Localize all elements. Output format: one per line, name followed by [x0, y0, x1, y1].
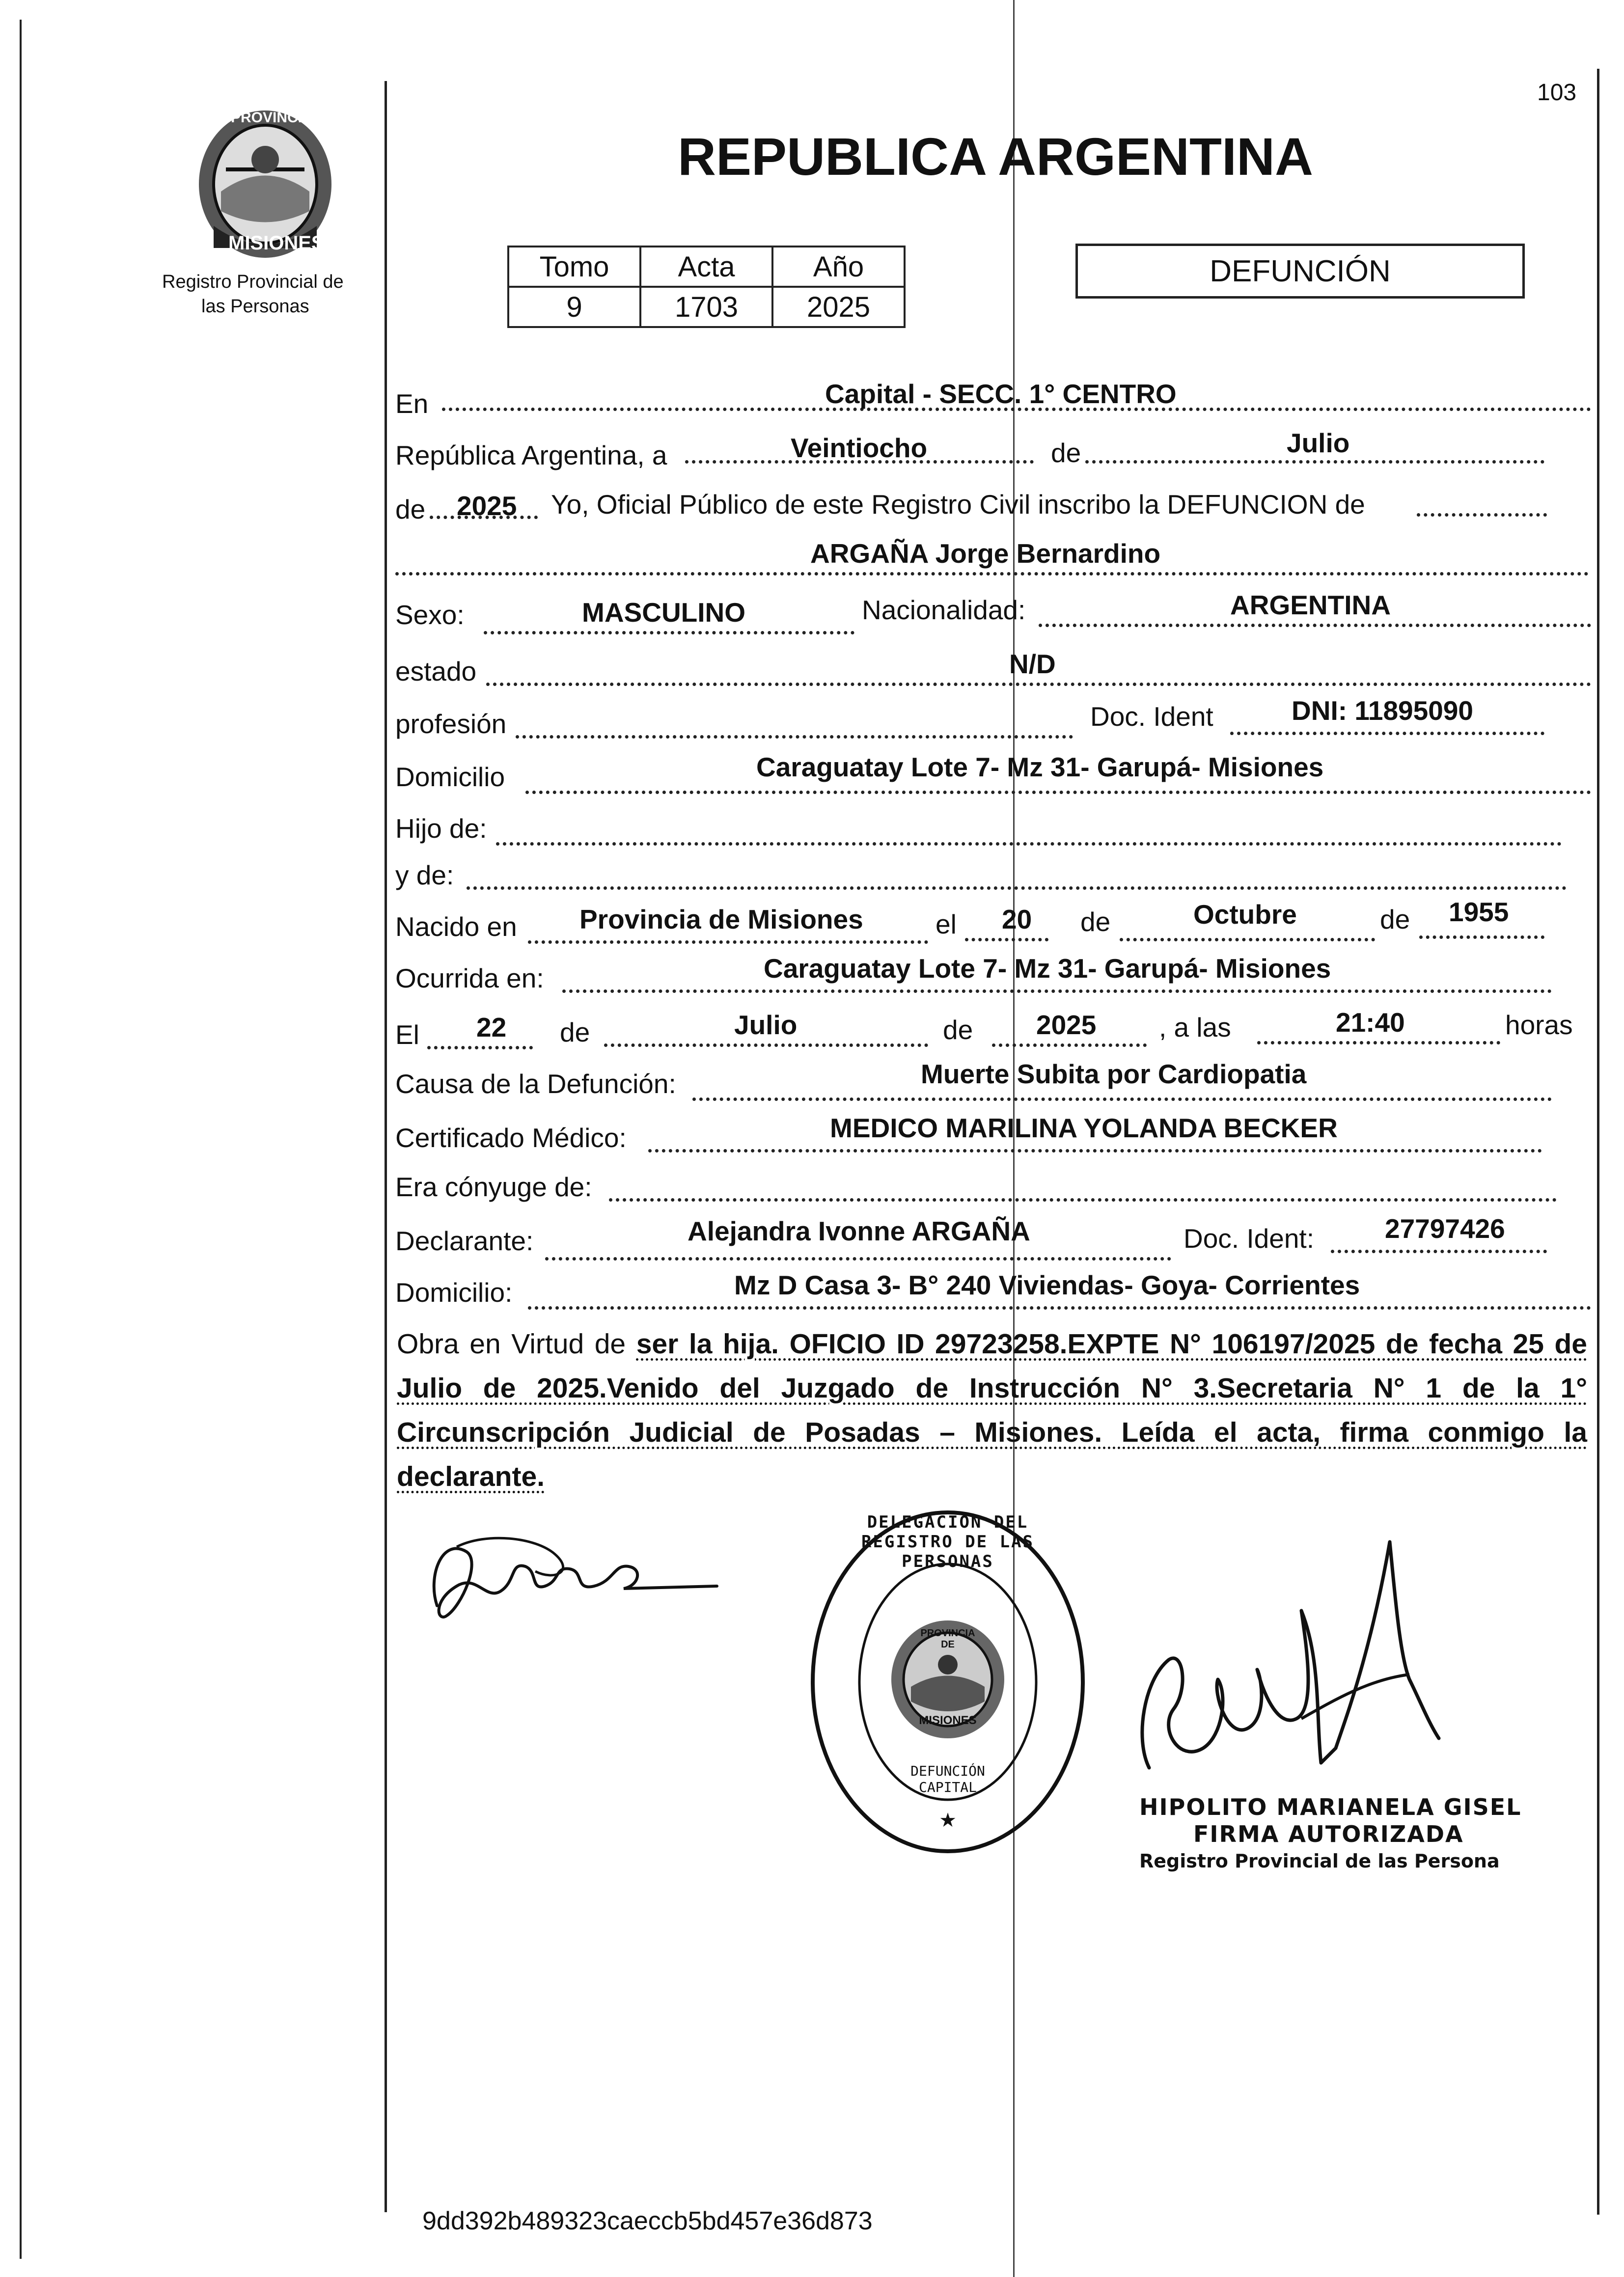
declarante-domicilio-label: Domicilio:	[395, 1277, 513, 1308]
month-line	[1085, 460, 1544, 464]
declarante-doc-label: Doc. Ident:	[1184, 1223, 1314, 1254]
declarante-label: Declarante:	[395, 1226, 534, 1256]
estado-label: estado	[395, 656, 477, 686]
birth-month: Octubre	[1193, 899, 1297, 930]
seal-text-top: PROVINCIA DE	[231, 110, 337, 126]
stamp-outer-text: DELEGACIÓN DEL REGISTRO DE LAS PERSONAS	[861, 1512, 1035, 1571]
officer-tail-line	[1417, 513, 1547, 517]
conyuge-line	[609, 1198, 1557, 1202]
officer-signature	[1115, 1532, 1459, 1807]
death-month-line	[604, 1043, 928, 1047]
domicilio-value: Caraguatay Lote 7- Mz 31- Garupá- Misiones	[756, 752, 1324, 782]
certificado-value: MEDICO MARILINA YOLANDA BECKER	[830, 1113, 1338, 1143]
officer-text: Yo, Oficial Público de este Registro Civil inscribo la DEFUNCION de	[551, 489, 1365, 520]
y-de-line	[467, 886, 1567, 890]
nacido-value: Provincia de Misiones	[579, 904, 863, 934]
stamp-seal-top: PROVINCIA DE	[920, 1628, 975, 1650]
certificado-line	[648, 1149, 1542, 1152]
declarante-domicilio-value: Mz D Casa 3- B° 240 Viviendas- Goya- Corrientes	[734, 1270, 1360, 1300]
ocurrida-value: Caraguatay Lote 7- Mz 31- Garupá- Misiones	[764, 953, 1331, 984]
nacido-line	[528, 940, 928, 944]
domicilio-label: Domicilio	[395, 762, 505, 792]
causa-label: Causa de la Defunción:	[395, 1069, 676, 1099]
horas-label: horas	[1505, 1010, 1573, 1040]
death-month: Julio	[734, 1010, 798, 1040]
acta-value: 1703	[640, 287, 772, 327]
anio-header: Año	[772, 247, 905, 287]
causa-value: Muerte Subita por Cardiopatia	[921, 1059, 1307, 1089]
deceased-name: ARGAÑA Jorge Bernardino	[810, 538, 1161, 569]
left-border-line	[20, 20, 22, 2259]
conyuge-label: Era cónyuge de:	[395, 1172, 592, 1202]
nacionalidad-label: Nacionalidad:	[862, 595, 1026, 625]
officer-role: FIRMA AUTORIZADA	[1193, 1821, 1464, 1847]
birth-day-line	[965, 938, 1048, 941]
estado-line	[486, 683, 1591, 686]
birth-year: 1955	[1449, 897, 1509, 927]
ocurrida-line	[562, 989, 1552, 993]
y-de-label: y de:	[395, 860, 454, 890]
form-right-rule	[1597, 69, 1599, 2215]
hijo-line	[496, 842, 1562, 846]
form-left-rule	[385, 81, 387, 2212]
death-year: 2025	[1036, 1010, 1097, 1040]
document-type: DEFUNCIÓN	[1210, 254, 1391, 288]
birth-de2-label: de	[1380, 904, 1410, 934]
death-day: 22	[476, 1012, 507, 1042]
obra-label: Obra en Virtud de	[397, 1328, 626, 1360]
record-table	[507, 246, 906, 328]
estado-value: N/D	[1009, 649, 1056, 679]
sexo-line	[484, 631, 854, 634]
document-type-box	[1075, 244, 1525, 299]
sexo-value: MASCULINO	[582, 597, 746, 628]
officer-name: HIPOLITO MARIANELA GISEL	[1139, 1794, 1522, 1820]
sexo-label: Sexo:	[395, 600, 465, 630]
a-las-label: , a las	[1159, 1012, 1231, 1042]
domicilio-line	[525, 791, 1591, 794]
issuer-caption-line2: las Personas	[201, 296, 309, 317]
day-words: Veintiocho	[791, 433, 928, 463]
certificado-label: Certificado Médico:	[395, 1123, 627, 1153]
death-el-label: El	[395, 1019, 419, 1050]
declarante-doc-value: 27797426	[1385, 1213, 1505, 1244]
declarante-doc-line	[1331, 1250, 1547, 1253]
registry-stamp	[805, 1503, 1090, 1861]
svg-text:★: ★	[939, 1810, 957, 1831]
birth-year-line	[1419, 935, 1544, 939]
hijo-label: Hijo de:	[395, 813, 487, 844]
seal-text-bottom: MISIONES	[228, 232, 325, 254]
death-time: 21:40	[1336, 1007, 1405, 1038]
causa-line	[692, 1097, 1552, 1101]
declarant-signature	[408, 1517, 727, 1635]
issuer-caption-line1: Registro Provincial de	[162, 272, 344, 292]
officer-office: Registro Provincial de las Persona	[1139, 1850, 1500, 1872]
en-value: Capital - SECC. 1° CENTRO	[825, 379, 1177, 409]
doc-ident-value: DNI: 11895090	[1292, 695, 1473, 726]
year-prefix: de	[395, 494, 426, 524]
profesion-line	[516, 735, 1073, 739]
birth-el-label: el	[936, 909, 957, 939]
death-year-line	[992, 1043, 1147, 1047]
death-de2-label: de	[943, 1015, 973, 1045]
tomo-header: Tomo	[508, 247, 640, 287]
death-day-line	[427, 1046, 533, 1049]
doc-ident-label: Doc. Ident	[1090, 701, 1213, 732]
birth-day: 20	[1002, 904, 1032, 934]
death-time-line	[1257, 1041, 1500, 1044]
declarante-line	[545, 1257, 1171, 1261]
year: 2025	[457, 491, 517, 521]
nacionalidad-value: ARGENTINA	[1230, 590, 1391, 620]
nacido-label: Nacido en	[395, 911, 517, 942]
death-de1-label: de	[560, 1017, 590, 1047]
obra-paragraph	[397, 1322, 1587, 1499]
date-de-label: de	[1051, 438, 1081, 468]
ocurrida-label: Ocurrida en:	[395, 963, 544, 993]
birth-de1-label: de	[1080, 906, 1111, 937]
provincial-seal	[192, 106, 339, 263]
birth-month-line	[1120, 938, 1375, 941]
stamp-inner-text: DEFUNCIÓN CAPITAL	[910, 1763, 985, 1795]
doc-ident-line	[1230, 732, 1544, 735]
declarante-domicilio-line	[528, 1306, 1591, 1310]
tomo-value: 9	[508, 287, 640, 327]
month: Julio	[1287, 428, 1350, 458]
anio-value: 2025	[772, 287, 905, 327]
nacionalidad-line	[1039, 624, 1591, 627]
republica-label: República Argentina, a	[395, 440, 667, 470]
stamp-seal-bottom: MISIONES	[919, 1714, 977, 1727]
obra-text: ser la hija. OFICIO ID 29723258.EXPTE N° 106197/2025 de fecha 25 de Julio de 2025.Venido del Juzgado de Instrucción N° 3.Secretaria N° 1 de la 1° Circunscripción Judicial de Posadas – Misiones. Leída el acta, firma conmigo la declarante.	[397, 1328, 1587, 1492]
declarante-value: Alejandra Ivonne ARGAÑA	[688, 1216, 1030, 1246]
page-number: 103	[1537, 80, 1577, 106]
document-hash: 9dd392b489323caeccb5bd457e36d873	[422, 2207, 873, 2235]
deceased-name-line	[395, 572, 1589, 576]
acta-header: Acta	[640, 247, 772, 287]
en-label: En	[395, 388, 429, 419]
profesion-label: profesión	[395, 709, 507, 739]
page-title: REPUBLICA ARGENTINA	[678, 127, 1313, 186]
